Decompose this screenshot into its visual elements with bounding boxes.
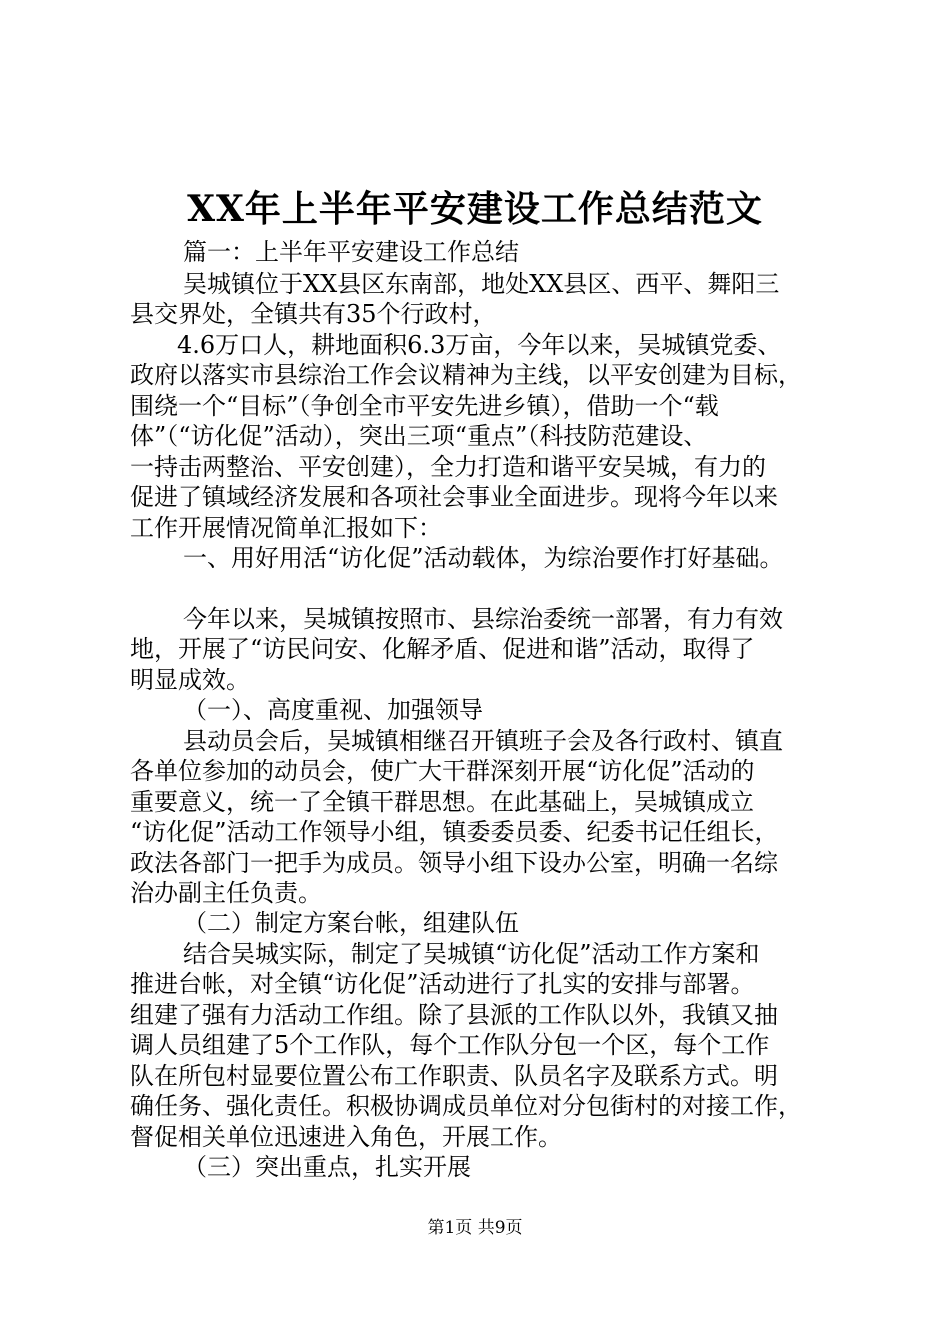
text-line: 各单位参加的动员会，使广大干群深刻开展“访化促”活动的 bbox=[130, 757, 755, 785]
text-line: 体”（“访化促”活动），突出三项“重点”（科技防范建设、 bbox=[130, 422, 708, 450]
text-line: 促进了镇域经济发展和各项社会事业全面进步。现将今年以来 bbox=[130, 483, 778, 511]
text-line: 队在所包村显要位置公布工作职责、队员名字及联系方式。明 bbox=[130, 1062, 778, 1090]
text-line: 工作开展情况简单汇报如下： bbox=[130, 514, 442, 542]
text-line: 督促相关单位迅速进入角色，开展工作。 bbox=[130, 1123, 562, 1151]
text-line: 推进台帐，对全镇“访化促”活动进行了扎实的安排与部署。 bbox=[130, 970, 755, 998]
text-line: 调人员组建了5个工作队，每个工作队分包一个区，每个工作 bbox=[130, 1031, 770, 1059]
text-line: 一持击两整治、平安创建），全力打造和谐平安吴城，有力的 bbox=[130, 453, 766, 481]
subsection-heading: （二）制定方案台帐，组建队伍 bbox=[183, 909, 519, 937]
text-line: 结合吴城实际，制定了吴城镇“访化促”活动工作方案和 bbox=[183, 940, 760, 968]
section-heading: 一、用好用活“访化促”活动载体，为综治要作打好基础。 bbox=[183, 544, 784, 572]
text-line: 治办副主任负责。 bbox=[130, 879, 322, 907]
text-line: 县动员会后，吴城镇相继召开镇班子会及各行政村、镇直 bbox=[183, 727, 783, 755]
text-line: 地，开展了“访民问安、化解矛盾、促进和谐”活动，取得了 bbox=[130, 635, 755, 663]
text-line: 政府以落实市县综治工作会议精神为主线，以平安创建为目标， bbox=[130, 361, 802, 389]
text-line: 重要意义，统一了全镇干群思想。在此基础上，吴城镇成立 bbox=[130, 788, 754, 816]
subsection-heading: （三）突出重点，扎实开展 bbox=[183, 1153, 471, 1181]
text-line: 确任务、强化责任。积极协调成员单位对分包街村的对接工作， bbox=[130, 1092, 802, 1120]
text-line: 明显成效。 bbox=[130, 666, 250, 694]
text-line: 县交界处，全镇共有35个行政村， bbox=[130, 300, 497, 328]
text-line: 4.6万口人，耕地面积6.3万亩，今年以来，吴城镇党委、 bbox=[177, 331, 782, 359]
page-number-footer: 第1页 共9页 bbox=[427, 1218, 523, 1238]
text-line: 篇一：上半年平安建设工作总结 bbox=[183, 238, 519, 266]
text-line: 围绕一个“目标”（争创全市平安先进乡镇），借助一个“载 bbox=[130, 392, 719, 420]
subsection-heading: （一）、高度重视、加强领导 bbox=[183, 696, 483, 724]
text-line: 吴城镇位于XX县区东南部，地处XX县区、西平、舞阳三 bbox=[183, 270, 780, 298]
text-line: 组建了强有力活动工作组。除了县派的工作队以外，我镇又抽 bbox=[130, 1001, 778, 1029]
document-title: XX年上半年平安建设工作总结范文 bbox=[187, 188, 763, 230]
text-line: “访化促”活动工作领导小组，镇委委员委、纪委书记任组长， bbox=[130, 818, 779, 846]
text-line: 政法各部门一把手为成员。领导小组下设办公室，明确一名综 bbox=[130, 849, 778, 877]
text-line: 今年以来，吴城镇按照市、县综治委统一部署，有力有效 bbox=[183, 605, 783, 633]
